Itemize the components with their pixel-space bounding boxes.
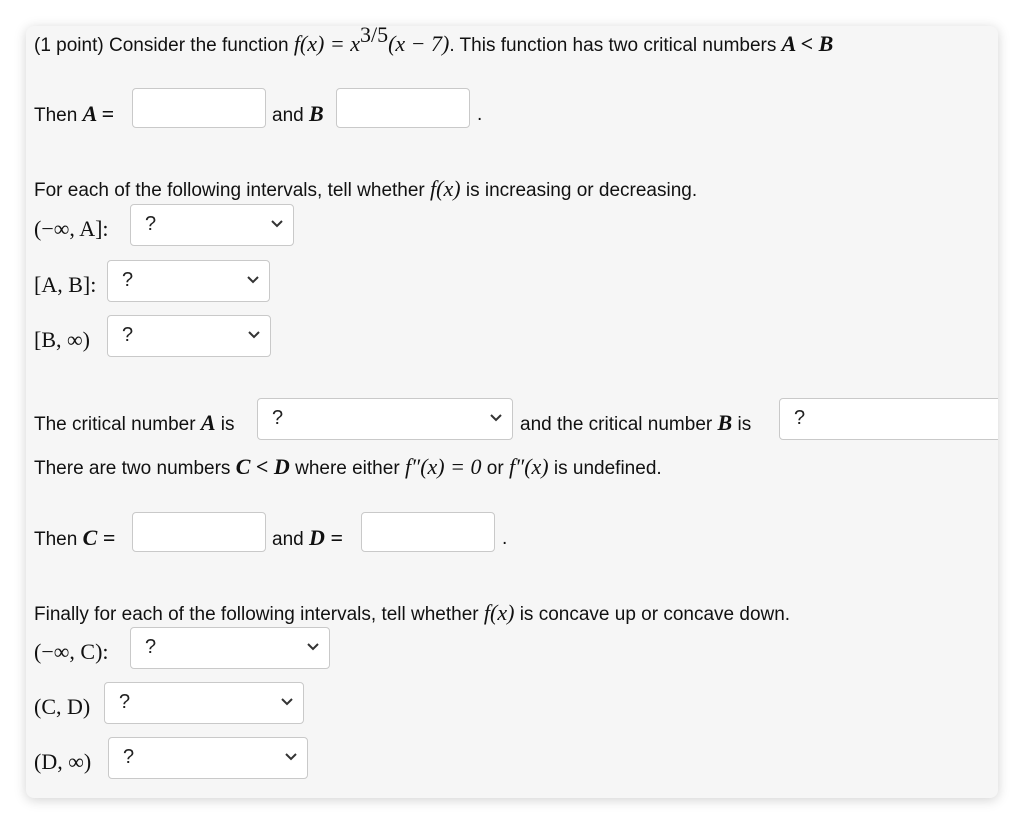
then-c-label: Then C = [34,525,116,550]
incdec-select-2[interactable]: ? [107,260,270,302]
inflection-text: There are two numbers C < D where either f″(x) = 0 or f″(x) is undefined. [34,454,662,479]
interval-label: (−∞, A]: [34,216,109,241]
and-d-label: and D = [272,525,343,550]
interval-label: [A, B]: [34,272,97,297]
interval-label: [B, ∞) [34,327,91,352]
incdec-select-1[interactable]: ? [130,204,294,246]
critical-a-select[interactable]: ? [257,398,513,440]
concavity-select-1[interactable]: ? [130,627,330,669]
interval-label: (C, D) [34,694,91,719]
answer-c-input[interactable] [132,512,266,552]
chevron-down-icon [271,218,283,230]
question-line [34,26,834,57]
function-exponent: 3/5 [359,26,389,47]
chevron-down-icon [490,412,502,424]
answer-b-input[interactable] [336,88,470,128]
problem-card [26,26,998,798]
and-b-label: and B [272,101,324,126]
function-expr: f(x) = x [293,31,360,56]
period: . [477,104,483,125]
chevron-down-icon [247,274,259,286]
interval-label: (−∞, C): [34,639,109,664]
chevron-down-icon [285,751,297,763]
critical-b-label: and the critical number B is [520,410,752,435]
chevron-down-icon [307,641,319,653]
interval-label: (D, ∞) [34,749,92,774]
then-a-label: Then A = [34,101,115,126]
answer-d-input[interactable] [361,512,495,552]
critical-b-select[interactable]: ? [779,398,998,440]
concavity-prompt: Finally for each of the following intervals, tell whether f(x) is concave up or concave down. [34,600,791,625]
critical-order: A < B [781,31,834,56]
period: . [502,528,508,549]
question-intro: (1 point) Consider the function [34,35,294,56]
question-after: . This function has two critical numbers [449,35,782,56]
incdec-prompt: For each of the following intervals, tell whether f(x) is increasing or decreasing. [34,176,698,201]
chevron-down-icon [281,696,293,708]
incdec-select-3[interactable]: ? [107,315,271,357]
concavity-select-2[interactable]: ? [104,682,304,724]
answer-a-input[interactable] [132,88,266,128]
concavity-select-3[interactable]: ? [108,737,308,779]
chevron-down-icon [248,329,260,341]
critical-a-label: The critical number A is [34,410,235,435]
function-factor: (x − 7) [388,31,450,56]
